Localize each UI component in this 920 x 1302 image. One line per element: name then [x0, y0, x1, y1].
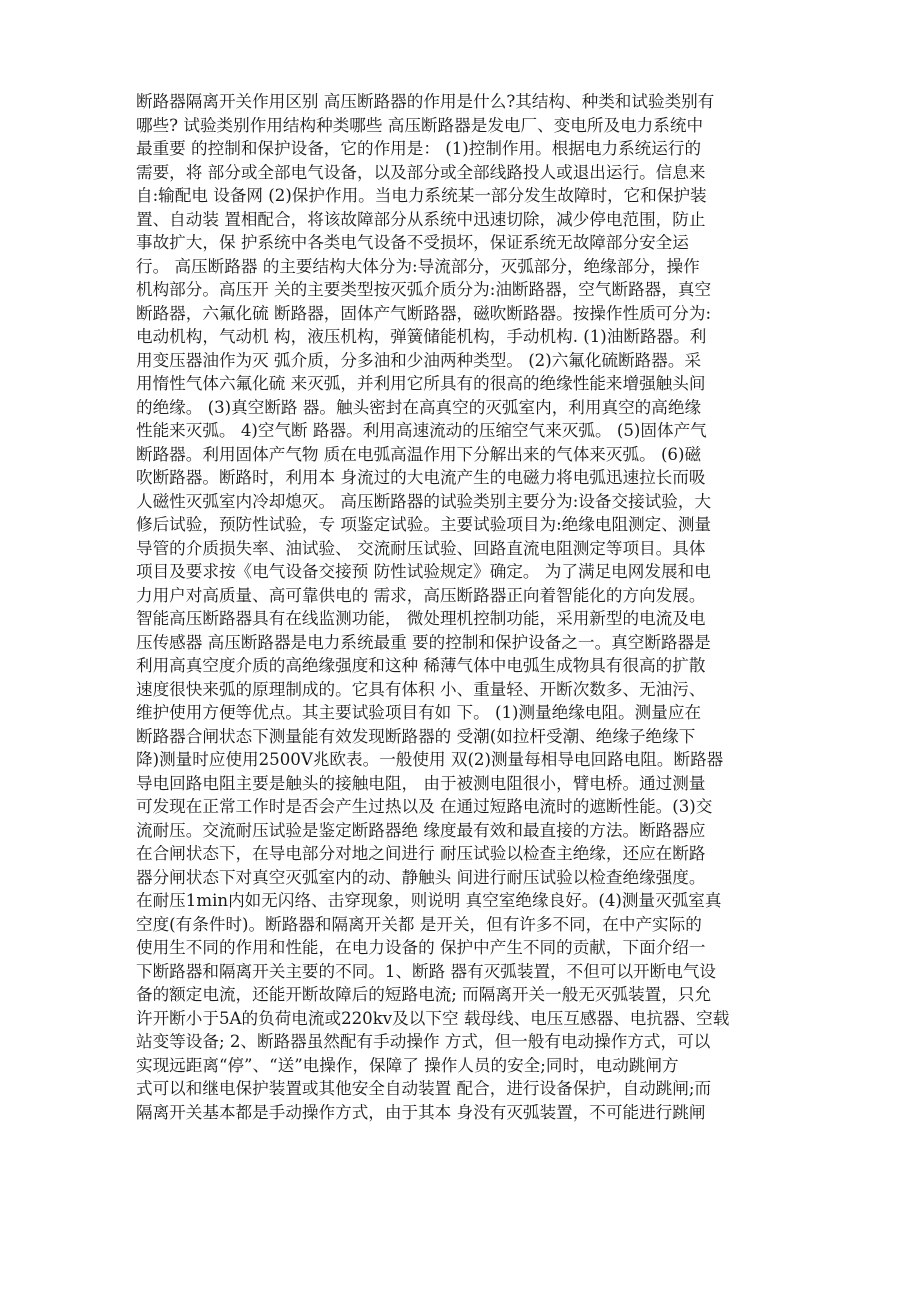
- text-line: 隔离开关基本都是手动操作方式，由于其本 身没有灭弧装置，不可能进行跳闸: [136, 1102, 706, 1122]
- text-line: 修后试验，预防性试验，专 项鉴定试验。主要试验项目为:绝缘电阻测定、测量: [136, 515, 712, 534]
- text-line: 许开断小于5A的负荷电流或220kv及以下空 载母线、电压互感器、电抗器、空载: [136, 1008, 730, 1028]
- text-line: 吹断路器。断路时，利用本 身流过的大电流产生的电磁力将电弧迅速拉长而吸: [136, 468, 706, 487]
- text-line: 项目及要求按《电气设备交接预 防性试验规定》确定。 为了满足电网发展和电: [136, 562, 711, 581]
- text-line: 置、自动装 置相配合，将该故障部分从系统中迅速切除，减少停电范围，防止: [136, 209, 706, 229]
- text-line: 自:输配电 设备网 (2)保护作用。当电力系统某一部分发生故障时，它和保护装: [136, 186, 707, 205]
- text-line: 行。 高压断路器 的主要结构大体分为:导流部分，灭弧部分，绝缘部分，操作: [136, 256, 700, 276]
- text-line: 事故扩大，保 护系统中各类电气设备不受损坏，保证系统无故障部分安全运: [136, 233, 689, 252]
- text-line: 最重要 的控制和保护设备，它的作用是： (1)控制作用。根据电力系统运行的: [136, 139, 702, 158]
- text-line: 速度很快来弧的原理制成的。它具有体积 小、重量轻、开断次数多、无油污、: [136, 679, 706, 699]
- text-line: 器分闸状态下对真空灭弧室内的动、静触头 间进行耐压试验以检查绝缘强度。: [136, 867, 706, 887]
- text-line: 需要，将 部分或全部电气设备，以及部分或全部线路投人或退出运行。信息来: [136, 162, 706, 182]
- text-line: 压传感器 高压断路器是电力系统最重 要的控制和保护设备之一。真空断路器是: [136, 632, 711, 652]
- text-line: 维护使用方便等优点。其主要试验项目有如 下。 (1)测量绝缘电阻。测量应在: [136, 703, 702, 722]
- text-line: 式可以和继电保护装置或其他安全自动装置 配合，进行设备保护，自动跳闸;而: [136, 1079, 712, 1098]
- text-line: 利用高真空度介质的高绝缘强度和这种 稀薄气体中电弧生成物具有很高的扩散: [136, 656, 706, 675]
- body-text: [136, 90, 786, 1124]
- text-line: 站变等设备; 2、断路器虽然配有手动操作 方式，但一般有电动操作方式，可以: [136, 1032, 711, 1051]
- text-line: 智能高压断路器具有在线监测功能， 微处理机控制功能，采用新型的电流及电: [136, 609, 706, 628]
- text-line: 实现远距离“停”、“送”电操作，保障了 操作人员的安全;同时，电动跳闸方: [136, 1055, 679, 1075]
- text-line: 断路器隔离开关作用区别 高压断路器的作用是什么?其结构、种类和试验类别有: [136, 92, 715, 111]
- text-line: 力用户对高质量、高可靠供电的 需求，高压断路器正向着智能化的方向发展。: [136, 585, 706, 605]
- text-line: 在合闸状态下，在导电部分对地之间进行 耐压试验以检查主绝缘，还应在断路: [136, 844, 706, 863]
- text-line: 断路器，六氟化硫 断路器，固体产气断路器，磁吹断路器。按操作性质可分为:: [136, 303, 712, 323]
- text-line: 流耐压。交流耐压试验是鉴定断路器绝 缘度最有效和最直接的方法。断路器应: [136, 820, 706, 840]
- text-line: 人磁性灭弧室内冷却熄灭。 高压断路器的试验类别主要分为:设备交接试验，大: [136, 491, 712, 511]
- text-line: 哪些? 试验类别作用结构种类哪些 高压断路器是发电厂、变电所及电力系统中: [136, 115, 704, 135]
- text-line: 性能来灭弧。 4)空气断 路器。利用高速流动的压缩空气来灭弧。 (5)固体产气: [136, 421, 707, 440]
- text-line: 空度(有条件时)。断路器和隔离开关都 是开关，但有许多不同，在中产实际的: [136, 914, 702, 934]
- text-line: 下断路器和隔离开关主要的不同。1、断路 器有灭弧装置，不但可以开断电气设: [136, 961, 717, 981]
- text-line: 用惰性气体六氟化硫 来灭弧，并利用它所具有的很高的绝缘性能来增强触头间: [136, 374, 706, 393]
- text-line: 的绝缘。 (3)真空断路 器。触头密封在高真空的灭弧室内，利用真空的高绝缘: [136, 397, 702, 417]
- text-line: 降)测量时应使用2500V兆欧表。一般使用 双(2)测量每相导电回路电阻。断路器: [136, 750, 724, 769]
- text-line: 在耐压1min内如无闪络、击穿现象，则说明 真空室绝缘良好。(4)测量灭弧室真: [136, 891, 722, 910]
- text-line: 导管的介质损失率、油试验、 交流耐压试验、回路直流电阻测定等项目。具体: [136, 538, 706, 558]
- text-line: 用变压器油作为灭 弧介质，分多油和少油两种类型。 (2)六氟化硫断路器。采: [136, 350, 702, 370]
- text-line: 导电回路电阻主要是触头的接触电阻， 由于被测电阻很小，臂电桥。通过测量: [136, 773, 706, 793]
- text-line: 可发现在正常工作时是否会产生过热以及 在通过短路电流时的遮断性能。(3)交: [136, 797, 713, 816]
- text-line: 断路器。利用固体产气物 质在电弧高温作用下分解出来的气体来灭弧。 (6)磁: [136, 444, 702, 464]
- text-line: 使用生不同的作用和性能，在电力设备的 保护中产生不同的贡献，下面介绍一: [136, 938, 706, 957]
- text-line: 备的额定电流，还能开断故障后的短路电流; 而隔离开关一般无灭弧装置，只允: [136, 985, 712, 1004]
- text-line: 机构部分。高压开 关的主要类型按灭弧介质分为:油断路器，空气断路器，真空: [136, 280, 712, 299]
- text-line: 断路器合闸状态下测量能有效发现断路器的 受潮(如拉杆受潮、绝缘子绝缘下: [136, 726, 696, 746]
- text-line: 电动机构，气动机 构，液压机构，弹簧储能机构，手动机构. (1)油断路器。利: [136, 327, 707, 346]
